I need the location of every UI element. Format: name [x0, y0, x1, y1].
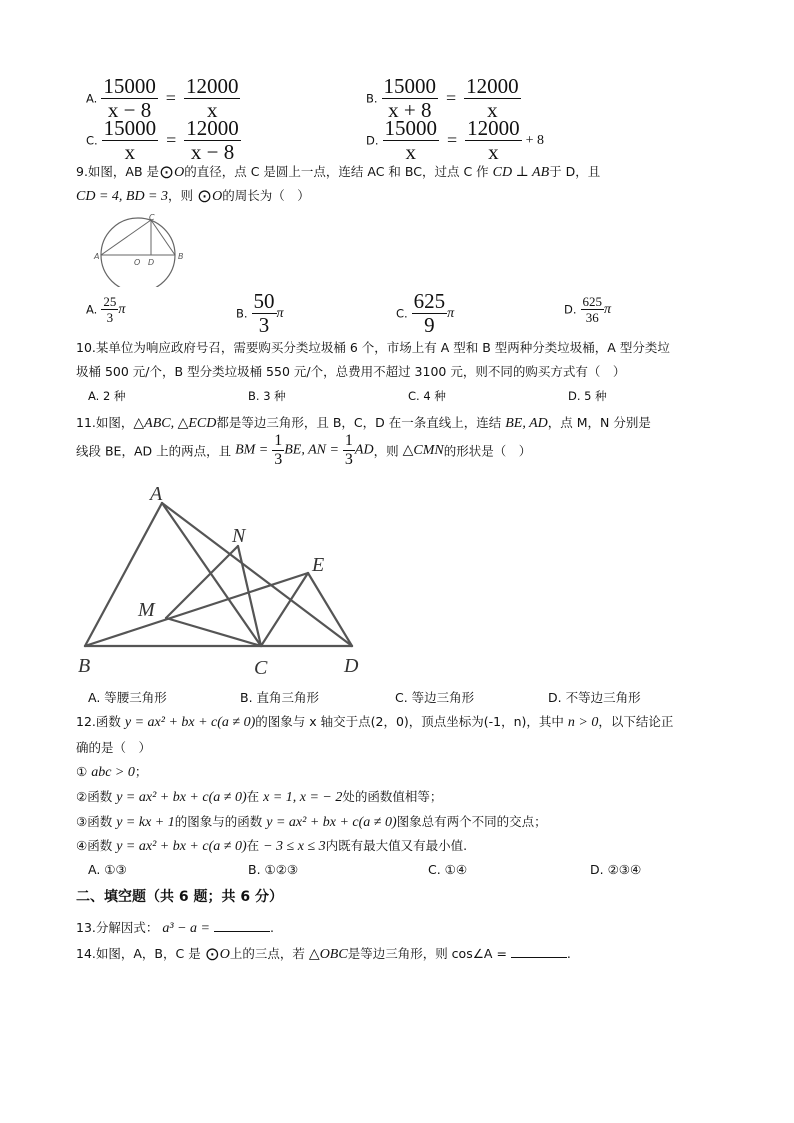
q11-math: △CMN — [402, 443, 444, 458]
fraction — [412, 291, 448, 336]
circle-symbol: ⊙ — [197, 186, 213, 207]
q12-text: 12.函数 — [76, 714, 121, 729]
segment-ed — [308, 573, 352, 646]
q9-text: 的直径，点 C 是圆上一点，连结 AC 和 BC，过点 C 作 — [184, 164, 489, 179]
label-m: M — [138, 599, 155, 621]
q9-text: ，则 — [168, 188, 194, 203]
q12-option-d[interactable]: D. ②③④ — [590, 862, 642, 877]
q9-math: CD ⊥ AB — [492, 165, 550, 180]
section-heading: 二、填空题（共 6 题；共 6 分） — [76, 889, 283, 905]
q9-line-1 — [76, 162, 600, 183]
q9-text: 于 D，且 — [549, 164, 601, 179]
q11-text: 都是等边三角形，且 B，C，D 在一条直线上，连结 — [216, 415, 502, 430]
segment-mc — [166, 618, 261, 646]
fraction — [581, 295, 605, 324]
label-c: C — [149, 213, 155, 222]
q11-math: △ABC, △ECD — [133, 416, 217, 431]
segment-ac — [101, 220, 151, 255]
q13-math: a³ − a = — [162, 921, 210, 936]
pi-symbol: π — [118, 302, 126, 317]
fraction — [465, 118, 522, 163]
q12-text: ②函数 — [76, 789, 113, 804]
q9-option-a[interactable] — [86, 295, 125, 324]
q12-text: 在 — [246, 838, 260, 853]
denominator: x — [206, 98, 218, 122]
denominator: x − 8 — [107, 98, 152, 122]
label-b: B — [178, 252, 184, 261]
numerator: 12000 — [466, 74, 519, 98]
q12-statement-3 — [76, 812, 547, 831]
numerator: 15000 — [384, 116, 437, 140]
option-label: A. — [86, 91, 98, 106]
q9-text: 的周长为（ ） — [222, 188, 310, 203]
q8-option-a[interactable] — [86, 76, 240, 121]
label-c: C — [254, 657, 268, 679]
q12-math: y = ax² + bx + c(a ≠ 0) — [116, 790, 247, 805]
numerator: 12000 — [467, 116, 520, 140]
fraction — [383, 118, 440, 163]
q9-option-b[interactable] — [236, 291, 284, 336]
q12-line-2: 确的是（ ） — [76, 740, 152, 755]
option-label: B. — [236, 306, 248, 321]
numerator: 1 — [344, 432, 353, 449]
option-label: D. — [564, 302, 577, 317]
denominator: x + 8 — [388, 98, 432, 122]
q13-line — [76, 918, 274, 937]
q10-option-a[interactable]: A. 2 种 — [88, 389, 126, 403]
q9-line-2 — [76, 186, 310, 207]
numerator: 12000 — [186, 116, 239, 140]
q11-math: AD — [354, 442, 374, 458]
q12-line-1 — [76, 712, 673, 731]
q10-line-2: 圾桶 500 元/个，B 型分类垃圾桶 550 元/个，总费用不超过 3100 元，则不同的购买方式有（ ） — [76, 364, 626, 379]
denominator: x — [124, 140, 136, 164]
numerator: 625 — [582, 294, 602, 309]
q11-math: BE, AD — [505, 416, 548, 431]
denominator: 3 — [274, 451, 283, 468]
q14-text: 14.如图，A，B，C 是 — [76, 946, 201, 961]
q12-text: 内既有最大值又有最小值. — [325, 838, 468, 853]
q9-option-d[interactable] — [564, 295, 611, 324]
q9-text: 9.如图，AB 是 — [76, 164, 160, 179]
pi-symbol: π — [276, 306, 284, 321]
label-o: O — [134, 258, 141, 267]
answer-blank[interactable] — [214, 919, 270, 932]
circle-center-letter: O — [219, 947, 230, 962]
answer-blank[interactable] — [511, 945, 567, 958]
numerator: 15000 — [383, 74, 437, 98]
q12-statement-2 — [76, 787, 442, 806]
label-d: D — [148, 258, 155, 267]
q12-statement-4 — [76, 836, 467, 855]
q12-math: − 3 ≤ x ≤ 3 — [263, 839, 326, 854]
denominator: 3 — [344, 451, 353, 468]
numerator: 25 — [103, 294, 117, 309]
denominator: 3 — [258, 313, 270, 337]
equals-sign: = — [165, 88, 176, 108]
q12-text: ； — [134, 764, 148, 779]
equals-sign: = — [446, 88, 457, 108]
pi-symbol: π — [604, 302, 612, 317]
denominator: x − 8 — [190, 140, 235, 164]
statement-number: ① — [76, 764, 88, 779]
q12-math: y = ax² + bx + c(a ≠ 0) — [116, 839, 247, 854]
q8-option-b[interactable] — [366, 76, 521, 121]
q12-text: ③函数 — [76, 814, 113, 829]
plus-eight: + 8 — [525, 133, 545, 148]
q14-line — [76, 944, 571, 965]
q12-text: ④函数 — [76, 838, 113, 853]
q11-text: 线段 BE，AD 上的两点，且 — [76, 443, 232, 459]
q12-text: 的图象与的函数 — [174, 814, 263, 829]
q9-math: CD = 4, BD = 3 — [76, 189, 169, 204]
denominator: 36 — [585, 310, 599, 325]
q12-statement-1 — [76, 762, 147, 781]
q11-option-a[interactable]: A. 等腰三角形 — [88, 690, 167, 705]
q10-line-1: 10.某单位为响应政府号召，需要购买分类垃圾桶 6 个，市场上有 A 型和 B 型两种分类垃圾桶，A 型分类垃 — [76, 340, 670, 355]
q11-math: BM = — [235, 442, 269, 458]
denominator: x — [487, 98, 498, 122]
q11-text: 的形状是（ ） — [443, 443, 532, 459]
fraction — [382, 76, 439, 121]
option-label: B. — [366, 91, 378, 106]
q9-option-c[interactable] — [396, 291, 454, 336]
q9-circle-figure — [90, 213, 190, 287]
q11-text: ，则 — [373, 443, 399, 459]
q12-math: x = 1, x = − 2 — [263, 790, 343, 805]
q11-triangle-figure — [76, 478, 376, 680]
q10-option-b[interactable]: B. 3 种 — [248, 389, 286, 403]
q12-math: n > 0 — [567, 715, 599, 730]
fraction — [101, 76, 158, 121]
q11-text: ，点 M，N 分别是 — [547, 415, 651, 430]
q12-math: y = ax² + bx + c(a ≠ 0) — [124, 715, 256, 730]
option-label: D. — [366, 133, 379, 148]
circle — [101, 218, 175, 287]
q11-text: 11.如图， — [76, 415, 134, 430]
denominator: x — [405, 140, 416, 164]
numerator: 1 — [274, 432, 283, 449]
q10-option-d[interactable]: D. 5 种 — [568, 389, 607, 403]
fraction — [184, 76, 241, 121]
fraction-one-third — [272, 433, 284, 468]
label-a: A — [150, 483, 163, 505]
q11-option-d[interactable]: D. 不等边三角形 — [548, 690, 641, 705]
q12-text: 在 — [246, 789, 260, 804]
q10-option-c[interactable]: C. 4 种 — [408, 389, 446, 403]
numerator: 12000 — [185, 74, 239, 98]
q12-text: 处的函数值相等； — [342, 789, 443, 804]
circle-symbol: ⊙ — [204, 944, 220, 965]
label-a: A — [94, 252, 100, 261]
q12-text: 的图象与 x 轴交于点(2，0)，顶点坐标为(-1，n)，其中 — [255, 714, 564, 729]
segment-ac — [162, 503, 261, 646]
q13-text: 13.分解因式： — [76, 920, 159, 935]
fraction — [101, 295, 118, 324]
equals-sign: = — [166, 130, 177, 150]
numerator: 50 — [253, 289, 275, 313]
q14-text: 是等边三角形，则 cos∠A = — [347, 946, 507, 961]
fraction — [184, 118, 241, 163]
q12-math: y = kx + 1 — [116, 815, 175, 830]
q12-option-b[interactable]: B. ①②③ — [248, 862, 299, 877]
q12-option-c[interactable]: C. ①④ — [428, 862, 468, 877]
option-label: A. — [86, 302, 98, 317]
option-label: C. — [86, 133, 98, 148]
q12-math: abc > 0 — [91, 765, 135, 780]
denominator: 3 — [106, 310, 114, 325]
q13-period: . — [269, 920, 274, 935]
circle-symbol: ⊙ — [159, 162, 175, 183]
circle-center-letter: O — [174, 165, 185, 180]
q11-math: BE, AN = — [284, 442, 339, 458]
fraction — [102, 118, 159, 163]
denominator: x — [488, 140, 499, 164]
equals-sign: = — [446, 130, 458, 150]
q14-math: △OBC — [308, 947, 348, 962]
label-n: N — [232, 525, 246, 547]
q14-period: . — [566, 946, 571, 961]
numerator: 625 — [413, 289, 446, 313]
fraction — [464, 76, 521, 121]
segment-bc — [151, 220, 175, 255]
q12-text: ，以下结论正 — [598, 714, 674, 729]
q11-line-2 — [76, 433, 531, 468]
label-e: E — [312, 554, 325, 576]
q8-option-d[interactable] — [366, 118, 544, 163]
option-label: C. — [396, 306, 408, 321]
q14-text: 上的三点，若 — [229, 946, 305, 961]
denominator: 9 — [424, 313, 435, 337]
numerator: 15000 — [103, 116, 157, 140]
label-b: B — [78, 655, 91, 677]
fraction — [252, 291, 277, 336]
q11-option-b[interactable]: B. 直角三角形 — [240, 690, 320, 705]
label-d: D — [344, 655, 359, 677]
numerator: 15000 — [103, 74, 156, 98]
q12-math: y = ax² + bx + c(a ≠ 0) — [266, 815, 397, 830]
circle-center-letter: O — [212, 189, 223, 204]
q12-text: 图象总有两个不同的交点； — [396, 814, 547, 829]
q12-option-a[interactable]: A. ①③ — [88, 862, 127, 877]
q11-line-1 — [76, 413, 651, 432]
fraction-one-third — [343, 433, 355, 468]
q8-option-c[interactable] — [86, 118, 241, 163]
pi-symbol: π — [447, 306, 455, 321]
q11-option-c[interactable]: C. 等边三角形 — [395, 690, 475, 705]
